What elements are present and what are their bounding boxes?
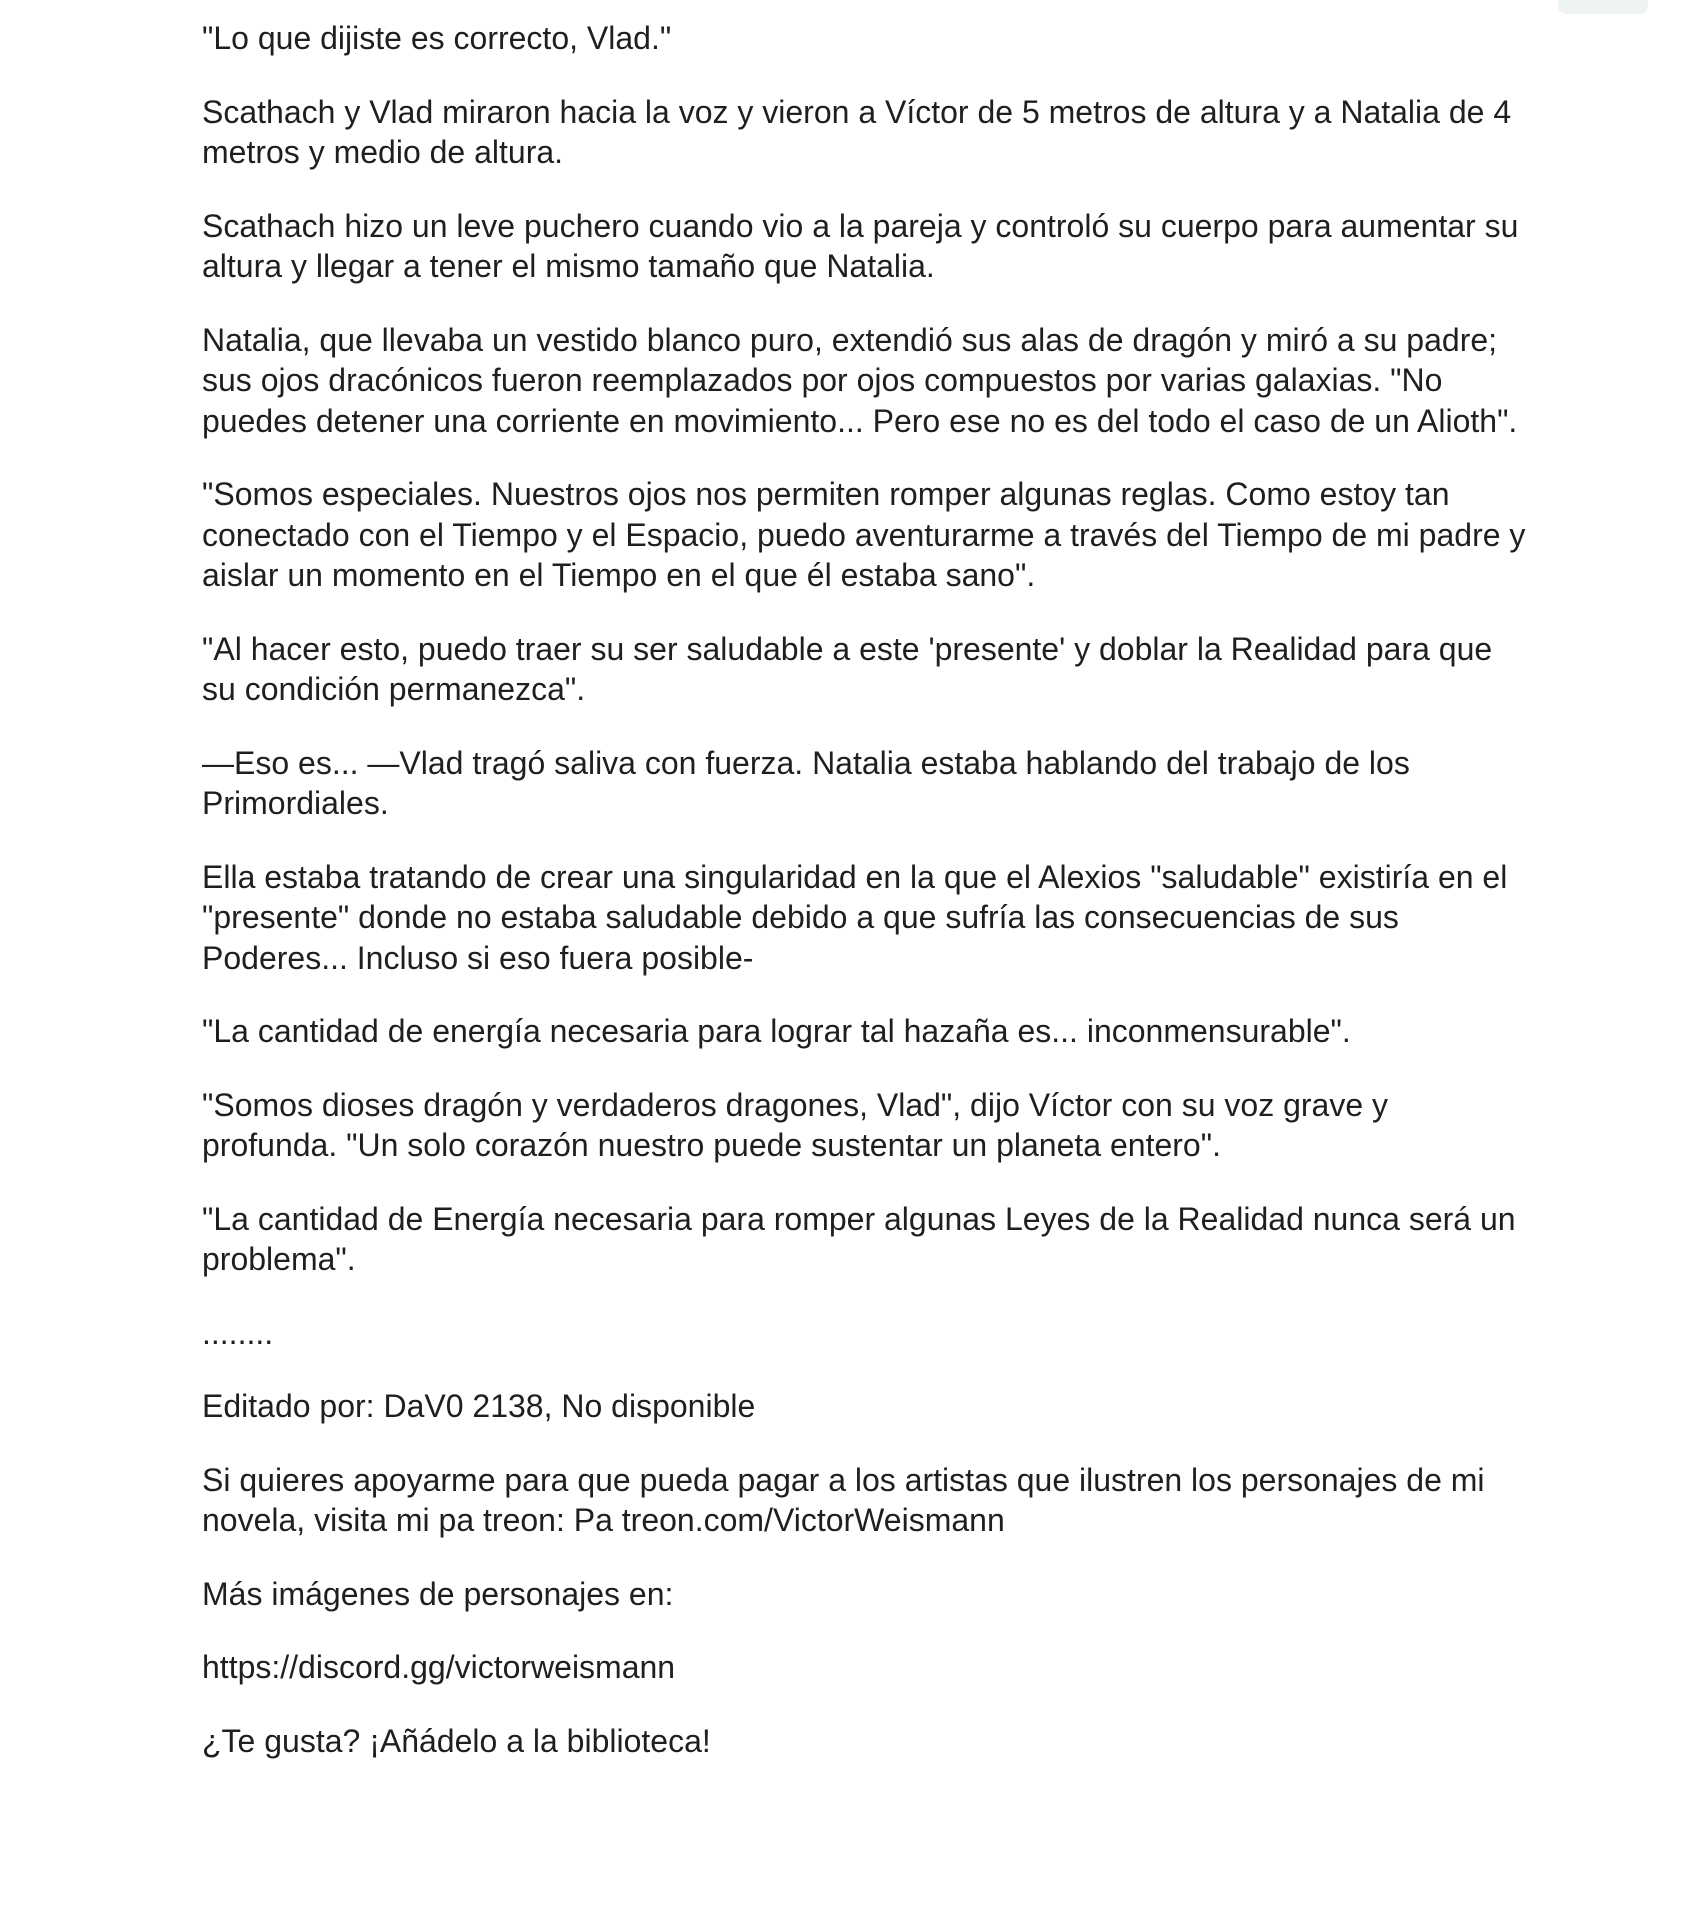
paragraph: Ella estaba tratando de crear una singularidad en la que el Alexios "saludable" existiría en el "presente" donde no estaba saludable debido a que sufría las consecuencias de sus Poderes... Incluso si eso fuera posible- [202, 858, 1508, 976]
paragraph: —Eso es... —Vlad tragó saliva con fuerza. Natalia estaba hablando del trabajo de los Primordiales. [202, 744, 1410, 821]
paragraph: Natalia, que llevaba un vestido blanco puro, extendió sus alas de dragón y miró a su padre; sus ojos dracónicos fueron reemplazados por ojos compuestos por varias galaxias. "No puedes detener una corriente en movimiento... Pero ese no es del todo el caso de un Alioth". [202, 321, 1518, 439]
paragraph: "La cantidad de Energía necesaria para romper algunas Leyes de la Realidad nunca será un problema". [202, 1200, 1516, 1277]
images-note: Más imágenes de personajes en: [202, 1575, 674, 1612]
paragraph: Scathach y Vlad miraron hacia la voz y vieron a Víctor de 5 metros de altura y a Natalia de 4 metros y medio de altura. [202, 93, 1512, 170]
paragraph: "Somos dioses dragón y verdaderos dragones, Vlad", dijo Víctor con su voz grave y profunda. "Un solo corazón nuestro puede sustentar un planeta entero". [202, 1086, 1389, 1163]
paragraph: "Al hacer esto, puedo traer su ser saludable a este 'presente' y doblar la Realidad para que su condición permanezca". [202, 630, 1493, 707]
paragraph: "Lo que dijiste es correcto, Vlad." [202, 20, 672, 56]
document-body [202, 18, 1532, 1794]
editor-credit: Editado por: DaV0 2138, No disponible [202, 1388, 756, 1424]
paragraph: "La cantidad de energía necesaria para lograr tal hazaña es... inconmensurable". [202, 1013, 1351, 1049]
library-call-to-action: ¿Te gusta? ¡Añádelo a la biblioteca! [202, 1722, 711, 1759]
corner-tab [1558, 0, 1648, 14]
discord-link[interactable]: https://discord.gg/victorweismann [202, 1649, 676, 1685]
support-note: Si quieres apoyarme para que pueda pagar a los artistas que ilustren los personajes de mi novela, visita mi pa treon: Pa treon.com/VictorWeismann [202, 1461, 1485, 1538]
section-separator: ........ [202, 1314, 274, 1351]
paragraph: "Somos especiales. Nuestros ojos nos permiten romper algunas reglas. Como estoy tan conectado con el Tiempo y el Espacio, puedo aventurarme a través del Tiempo de mi padre y aislar un momento en el Tiempo en el que él estaba sano". [202, 476, 1526, 593]
paragraph: Scathach hizo un leve puchero cuando vio a la pareja y controló su cuerpo para aumentar su altura y llegar a tener el mismo tamaño que Natalia. [202, 207, 1519, 284]
